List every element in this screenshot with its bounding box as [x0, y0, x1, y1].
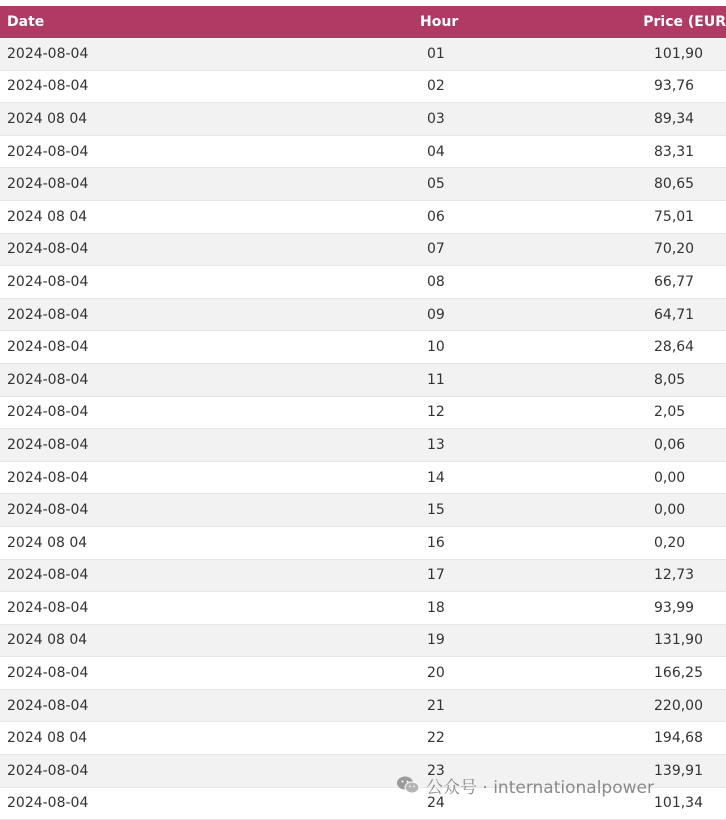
cell-price: 101,34 [654, 795, 703, 812]
table-row [0, 625, 726, 658]
cell-date: 2024 08 04 [7, 632, 88, 649]
cell-price: 166,25 [654, 665, 703, 682]
cell-price: 12,73 [654, 567, 695, 584]
cell-price: 75,01 [654, 208, 695, 225]
cell-hour: 20 [427, 665, 445, 682]
cell-price: 83,31 [654, 143, 695, 160]
cell-hour: 19 [427, 632, 445, 649]
cell-date: 2024-08-04 [7, 176, 89, 193]
cell-date: 2024-08-04 [7, 795, 89, 812]
cell-price: 131,90 [654, 632, 703, 649]
cell-hour: 12 [427, 404, 445, 421]
cell-date: 2024-08-04 [7, 599, 89, 616]
table-row [0, 299, 726, 332]
cell-date: 2024 08 04 [7, 534, 88, 551]
cell-date: 2024-08-04 [7, 143, 89, 160]
cell-price: 0,00 [654, 469, 686, 486]
table-row [0, 201, 726, 234]
cell-hour: 01 [427, 45, 445, 62]
table-row [0, 331, 726, 364]
cell-price: 0,00 [654, 502, 686, 519]
cell-hour: 13 [427, 436, 445, 453]
cell-date: 2024-08-04 [7, 436, 89, 453]
header-hour: Hour [420, 14, 459, 30]
cell-hour: 02 [427, 78, 445, 95]
cell-price: 89,34 [654, 110, 695, 127]
cell-date: 2024-08-04 [7, 502, 89, 519]
cell-date: 2024-08-04 [7, 697, 89, 714]
table-row [0, 103, 726, 136]
cell-hour: 10 [427, 339, 445, 356]
cell-hour: 22 [427, 730, 445, 747]
table-row [0, 38, 726, 71]
wechat-icon [396, 775, 420, 795]
cell-date: 2024-08-04 [7, 665, 89, 682]
watermark [396, 773, 654, 797]
cell-hour: 04 [427, 143, 445, 160]
cell-price: 93,99 [654, 599, 695, 616]
cell-date: 2024-08-04 [7, 404, 89, 421]
cell-date: 2024-08-04 [7, 762, 89, 779]
cell-date: 2024-08-04 [7, 371, 89, 388]
cell-hour: 18 [427, 599, 445, 616]
cell-price: 8,05 [654, 371, 686, 388]
header-price: Price (EUR [643, 14, 726, 30]
cell-date: 2024-08-04 [7, 567, 89, 584]
cell-date: 2024 08 04 [7, 110, 88, 127]
table-body [0, 38, 726, 820]
table-row [0, 462, 726, 495]
table-row [0, 592, 726, 625]
cell-hour: 03 [427, 110, 445, 127]
cell-hour: 11 [427, 371, 445, 388]
table-row [0, 527, 726, 560]
table-row [0, 136, 726, 169]
cell-hour: 17 [427, 567, 445, 584]
cell-hour: 21 [427, 697, 445, 714]
cell-price: 28,64 [654, 339, 695, 356]
cell-price: 194,68 [654, 730, 703, 747]
cell-hour: 16 [427, 534, 445, 551]
cell-date: 2024-08-04 [7, 241, 89, 258]
cell-hour: 07 [427, 241, 445, 258]
header-date: Date [7, 14, 45, 30]
cell-price: 93,76 [654, 78, 695, 95]
cell-hour: 09 [427, 306, 445, 323]
cell-price: 139,91 [654, 762, 703, 779]
table-row [0, 397, 726, 430]
cell-date: 2024 08 04 [7, 730, 88, 747]
cell-date: 2024-08-04 [7, 78, 89, 95]
cell-date: 2024-08-04 [7, 306, 89, 323]
table-row [0, 71, 726, 104]
cell-price: 0,20 [654, 534, 686, 551]
cell-date: 2024-08-04 [7, 339, 89, 356]
table-row [0, 722, 726, 755]
cell-price: 66,77 [654, 273, 695, 290]
cell-hour: 14 [427, 469, 445, 486]
cell-date: 2024 08 04 [7, 208, 88, 225]
price-table [0, 6, 726, 820]
table-header [0, 6, 726, 38]
cell-price: 2,05 [654, 404, 686, 421]
cell-hour: 15 [427, 502, 445, 519]
table-row [0, 657, 726, 690]
table-row [0, 364, 726, 397]
cell-hour: 24 [427, 795, 445, 812]
cell-hour: 08 [427, 273, 445, 290]
cell-date: 2024-08-04 [7, 469, 89, 486]
table-row [0, 560, 726, 593]
table-row [0, 168, 726, 201]
table-row [0, 429, 726, 462]
table-row [0, 266, 726, 299]
cell-date: 2024-08-04 [7, 45, 89, 62]
cell-price: 80,65 [654, 176, 695, 193]
cell-hour: 05 [427, 176, 445, 193]
watermark-text: 公众号 · internationalpower [426, 777, 654, 798]
cell-price: 0,06 [654, 436, 686, 453]
cell-price: 70,20 [654, 241, 695, 258]
cell-price: 64,71 [654, 306, 695, 323]
table-row [0, 494, 726, 527]
cell-hour: 06 [427, 208, 445, 225]
cell-hour: 23 [427, 762, 445, 779]
cell-price: 101,90 [654, 45, 703, 62]
cell-price: 220,00 [654, 697, 703, 714]
table-row [0, 234, 726, 267]
table-row [0, 690, 726, 723]
cell-date: 2024-08-04 [7, 273, 89, 290]
